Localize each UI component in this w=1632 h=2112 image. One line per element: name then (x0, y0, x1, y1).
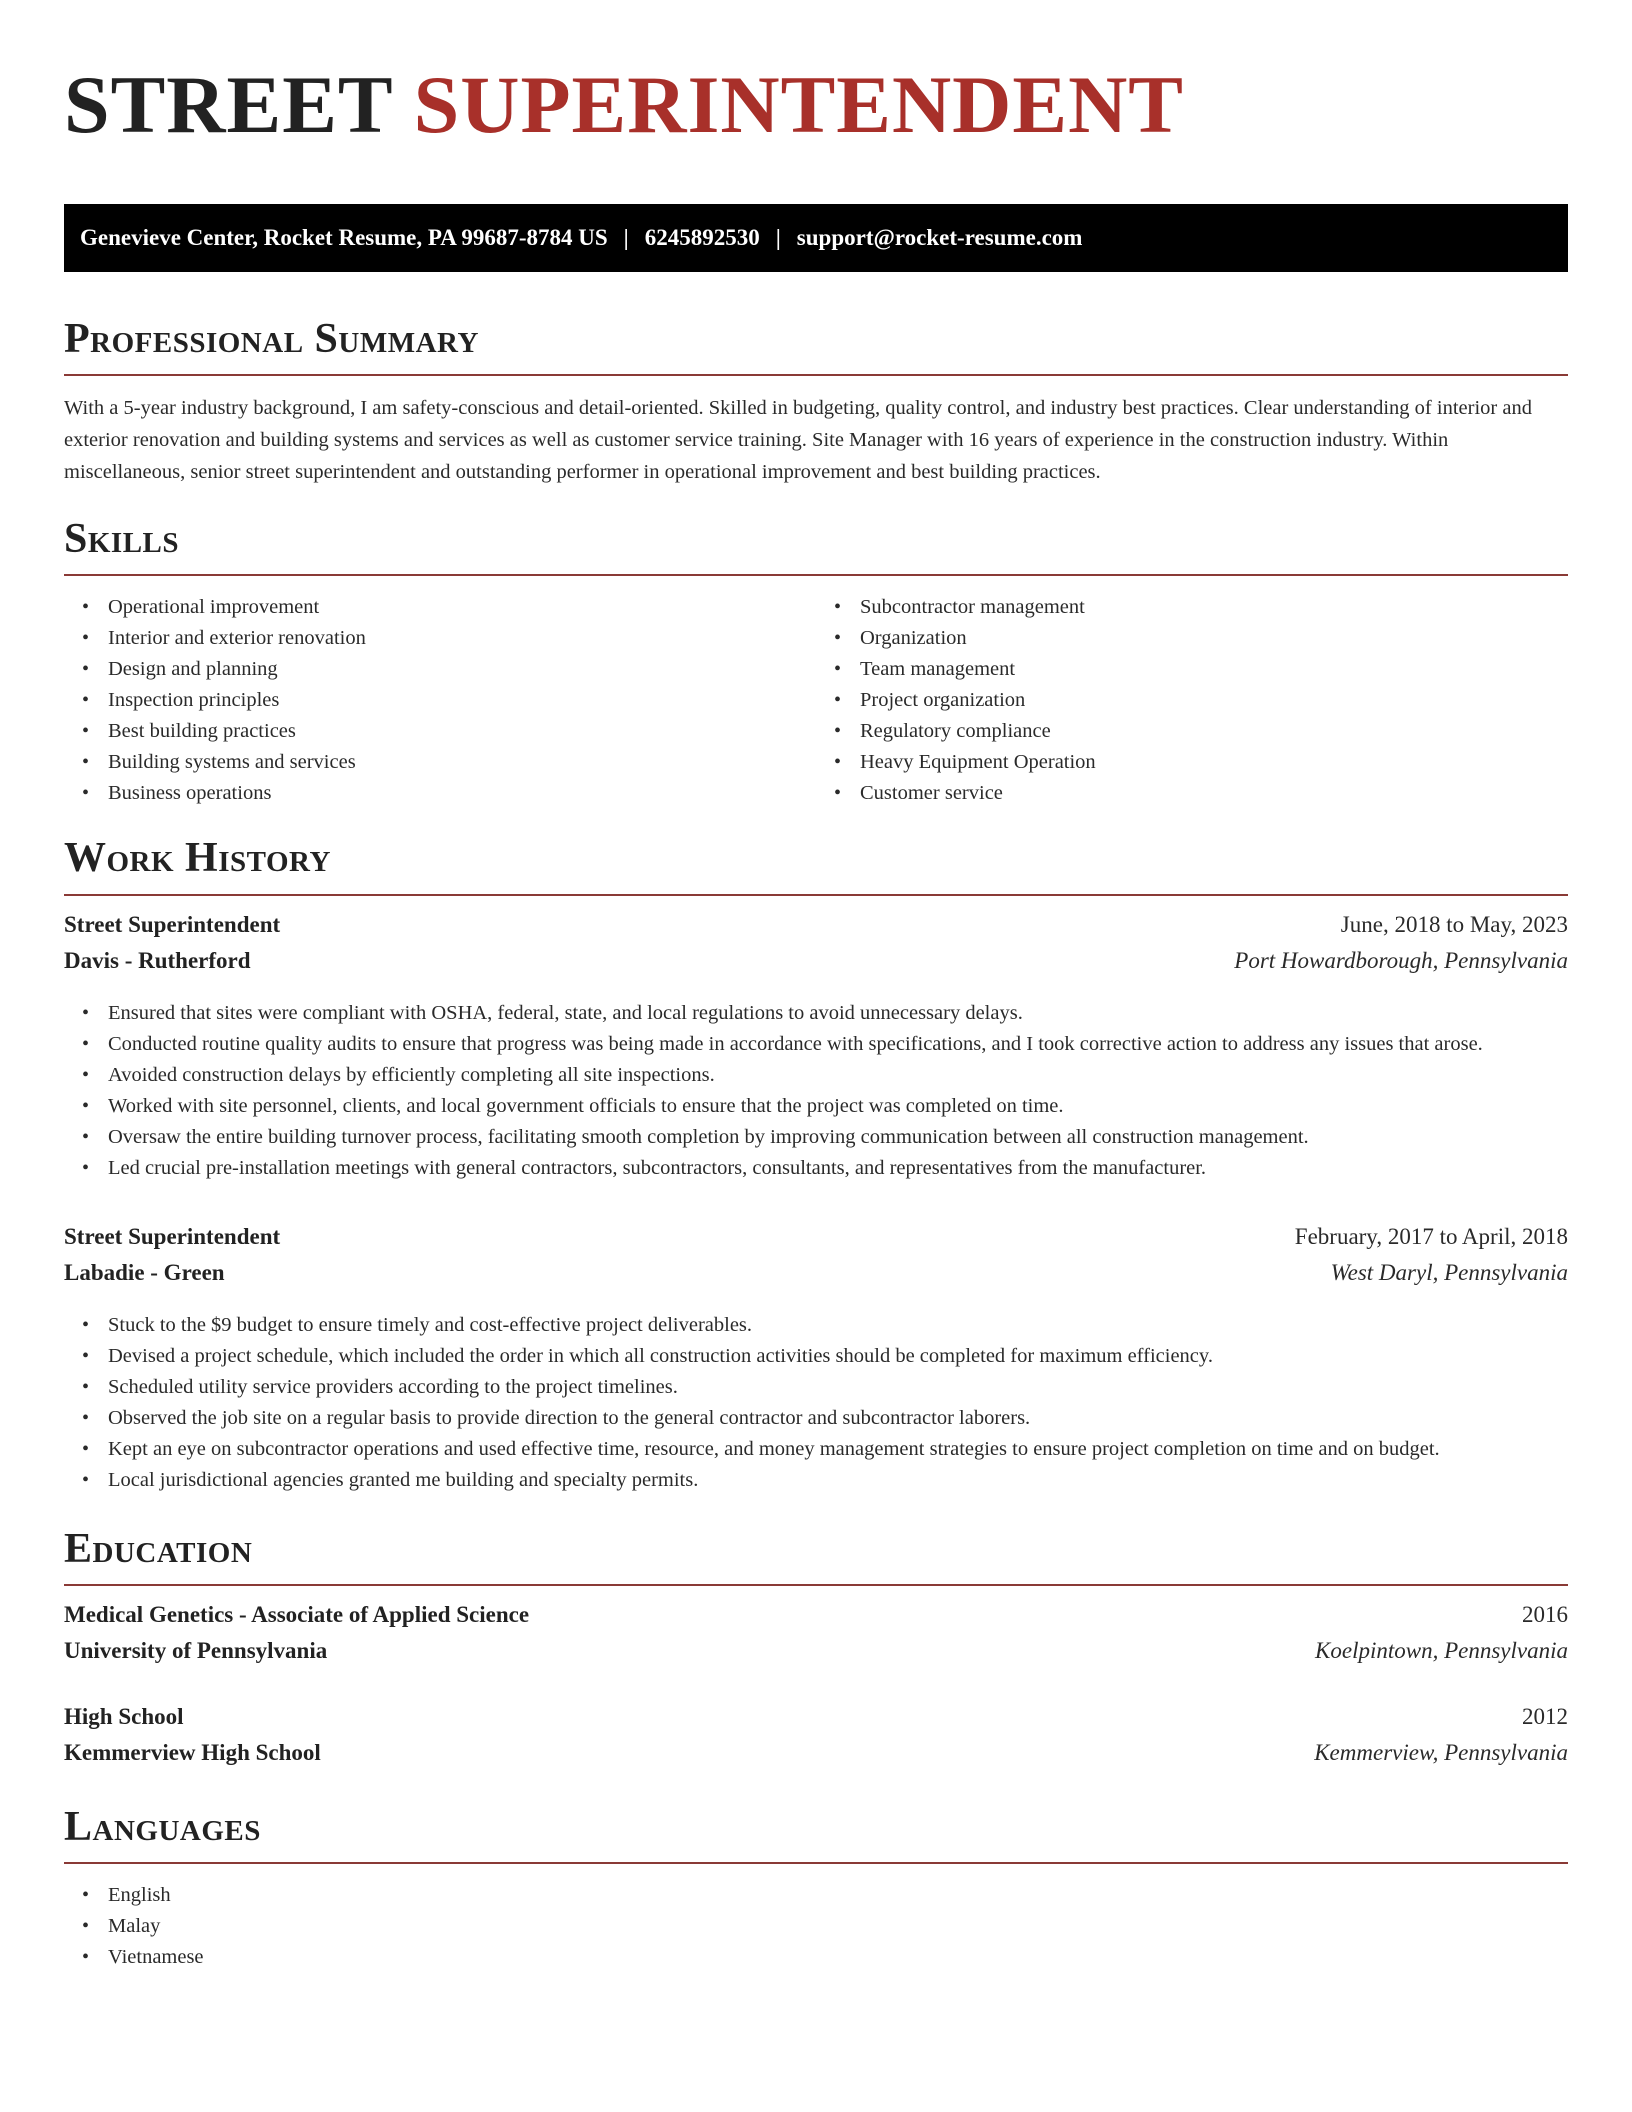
education-entry (64, 1602, 1568, 1674)
skills-grid (64, 592, 1568, 809)
section-title-education: Education (64, 1526, 1568, 1586)
job-entry (64, 912, 1568, 1184)
section-title-skills: Skills (64, 516, 1568, 576)
job-bullet: • Stuck to the $9 budget to ensure timely and cost-effective project deliverables. (108, 1310, 1568, 1341)
job-role: Street Superintendent (64, 1223, 281, 1249)
education-school-row (64, 1638, 1568, 1674)
skill-item: • Inspection principles (108, 685, 816, 716)
job-role: Street Superintendent (64, 911, 281, 937)
resume-name (64, 56, 1568, 168)
language-item: • Malay (108, 1911, 1568, 1942)
skills-column-left (64, 592, 816, 809)
job-bullets (64, 1310, 1568, 1496)
education-section (64, 1526, 1568, 1776)
skills-section (64, 516, 1568, 809)
job-bullets (64, 998, 1568, 1184)
name-first: STREET (64, 59, 393, 150)
job-location: Port Howardborough, Pennsylvania (1234, 947, 1568, 973)
education-degree: Medical Genetics - Associate of Applied Science (64, 1601, 530, 1627)
skill-item: • Heavy Equipment Operation (860, 747, 1568, 778)
section-title-work: Work History (64, 835, 1568, 895)
job-bullet: • Oversaw the entire building turnover process, facilitating smooth completion by improving communication between all construction management. (108, 1122, 1568, 1153)
skill-item: • Best building practices (108, 716, 816, 747)
job-location: West Daryl, Pennsylvania (1330, 1259, 1568, 1285)
contact-email: support@rocket-resume.com (796, 225, 1083, 250)
contact-phone: 6245892530 (644, 225, 760, 250)
education-school: University of Pennsylvania (64, 1637, 328, 1663)
job-company-row (64, 948, 1568, 984)
skill-item: • Operational improvement (108, 592, 816, 623)
job-bullet: • Scheduled utility service providers according to the project timelines. (108, 1372, 1568, 1403)
skill-item: • Building systems and services (108, 747, 816, 778)
contact-separator: | (623, 225, 629, 250)
job-bullet: • Local jurisdictional agencies granted me building and specialty permits. (108, 1465, 1568, 1496)
education-degree: High School (64, 1703, 184, 1729)
section-title-summary: Professional Summary (64, 316, 1568, 376)
job-bullet: • Avoided construction delays by efficiently completing all site inspections. (108, 1060, 1568, 1091)
job-dates: February, 2017 to April, 2018 (1294, 1223, 1568, 1249)
job-bullet: • Ensured that sites were compliant with OSHA, federal, state, and local regulations to avoid unnecessary delays. (108, 998, 1568, 1029)
skill-item: • Regulatory compliance (860, 716, 1568, 747)
job-bullet: • Observed the job site on a regular basis to provide direction to the general contractor and subcontractor laborers. (108, 1403, 1568, 1434)
skill-item: • Project organization (860, 685, 1568, 716)
education-year: 2016 (1522, 1601, 1568, 1627)
skill-item: • Customer service (860, 778, 1568, 809)
language-item: • English (108, 1880, 1568, 1911)
contact-bar (64, 204, 1568, 272)
skill-item: • Team management (860, 654, 1568, 685)
education-school: Kemmerview High School (64, 1739, 321, 1765)
job-dates: June, 2018 to May, 2023 (1340, 911, 1568, 937)
education-location: Koelpintown, Pennsylvania (1315, 1637, 1568, 1663)
education-school-row (64, 1740, 1568, 1776)
job-bullet: • Led crucial pre-installation meetings with general contractors, subcontractors, consultants, and representatives from the manufacturer. (108, 1153, 1568, 1184)
education-degree-row (64, 1602, 1568, 1638)
education-year: 2012 (1522, 1703, 1568, 1729)
skill-item: • Interior and exterior renovation (108, 623, 816, 654)
skill-item: • Organization (860, 623, 1568, 654)
skill-item: • Business operations (108, 778, 816, 809)
languages-section (64, 1804, 1568, 1973)
languages-list (64, 1880, 1568, 1973)
skill-item: • Subcontractor management (860, 592, 1568, 623)
education-location: Kemmerview, Pennsylvania (1314, 1739, 1568, 1765)
contact-separator: | (775, 225, 781, 250)
section-title-languages: Languages (64, 1804, 1568, 1864)
work-history-section (64, 835, 1568, 1495)
summary-section (64, 316, 1568, 488)
job-company: Labadie - Green (64, 1259, 225, 1285)
education-degree-row (64, 1704, 1568, 1740)
education-entry (64, 1704, 1568, 1776)
skill-item: • Design and planning (108, 654, 816, 685)
job-bullet: • Worked with site personnel, clients, and local government officials to ensure that the project was completed on time. (108, 1091, 1568, 1122)
job-bullet: • Devised a project schedule, which included the order in which all construction activities should be completed for maximum efficiency. (108, 1341, 1568, 1372)
summary-text: With a 5-year industry background, I am safety-conscious and detail-oriented. Skilled in budgeting, quality control, and industry best practices. Clear understanding of interior and exterior renovation and building systems and services as well as customer service training. Site Manager with 16 years of experience in the construction industry. Within miscellaneous, senior street superintendent and outstanding performer in operational improvement and best building practices. (64, 397, 1532, 484)
job-bullet: • Conducted routine quality audits to ensure that progress was being made in accordance with specifications, and I took corrective action to address any issues that arose. (108, 1029, 1568, 1060)
job-company-row (64, 1260, 1568, 1296)
job-company: Davis - Rutherford (64, 947, 251, 973)
contact-address: Genevieve Center, Rocket Resume, PA 99687-8784 US (80, 225, 608, 250)
job-header-row (64, 1224, 1568, 1260)
job-entry (64, 1224, 1568, 1496)
skills-column-right (816, 592, 1568, 809)
job-bullet: • Kept an eye on subcontractor operations and used effective time, resource, and money management strategies to ensure project completion on time and on budget. (108, 1434, 1568, 1465)
job-header-row (64, 912, 1568, 948)
language-item: • Vietnamese (108, 1942, 1568, 1973)
name-last: SUPERINTENDENT (413, 59, 1185, 150)
